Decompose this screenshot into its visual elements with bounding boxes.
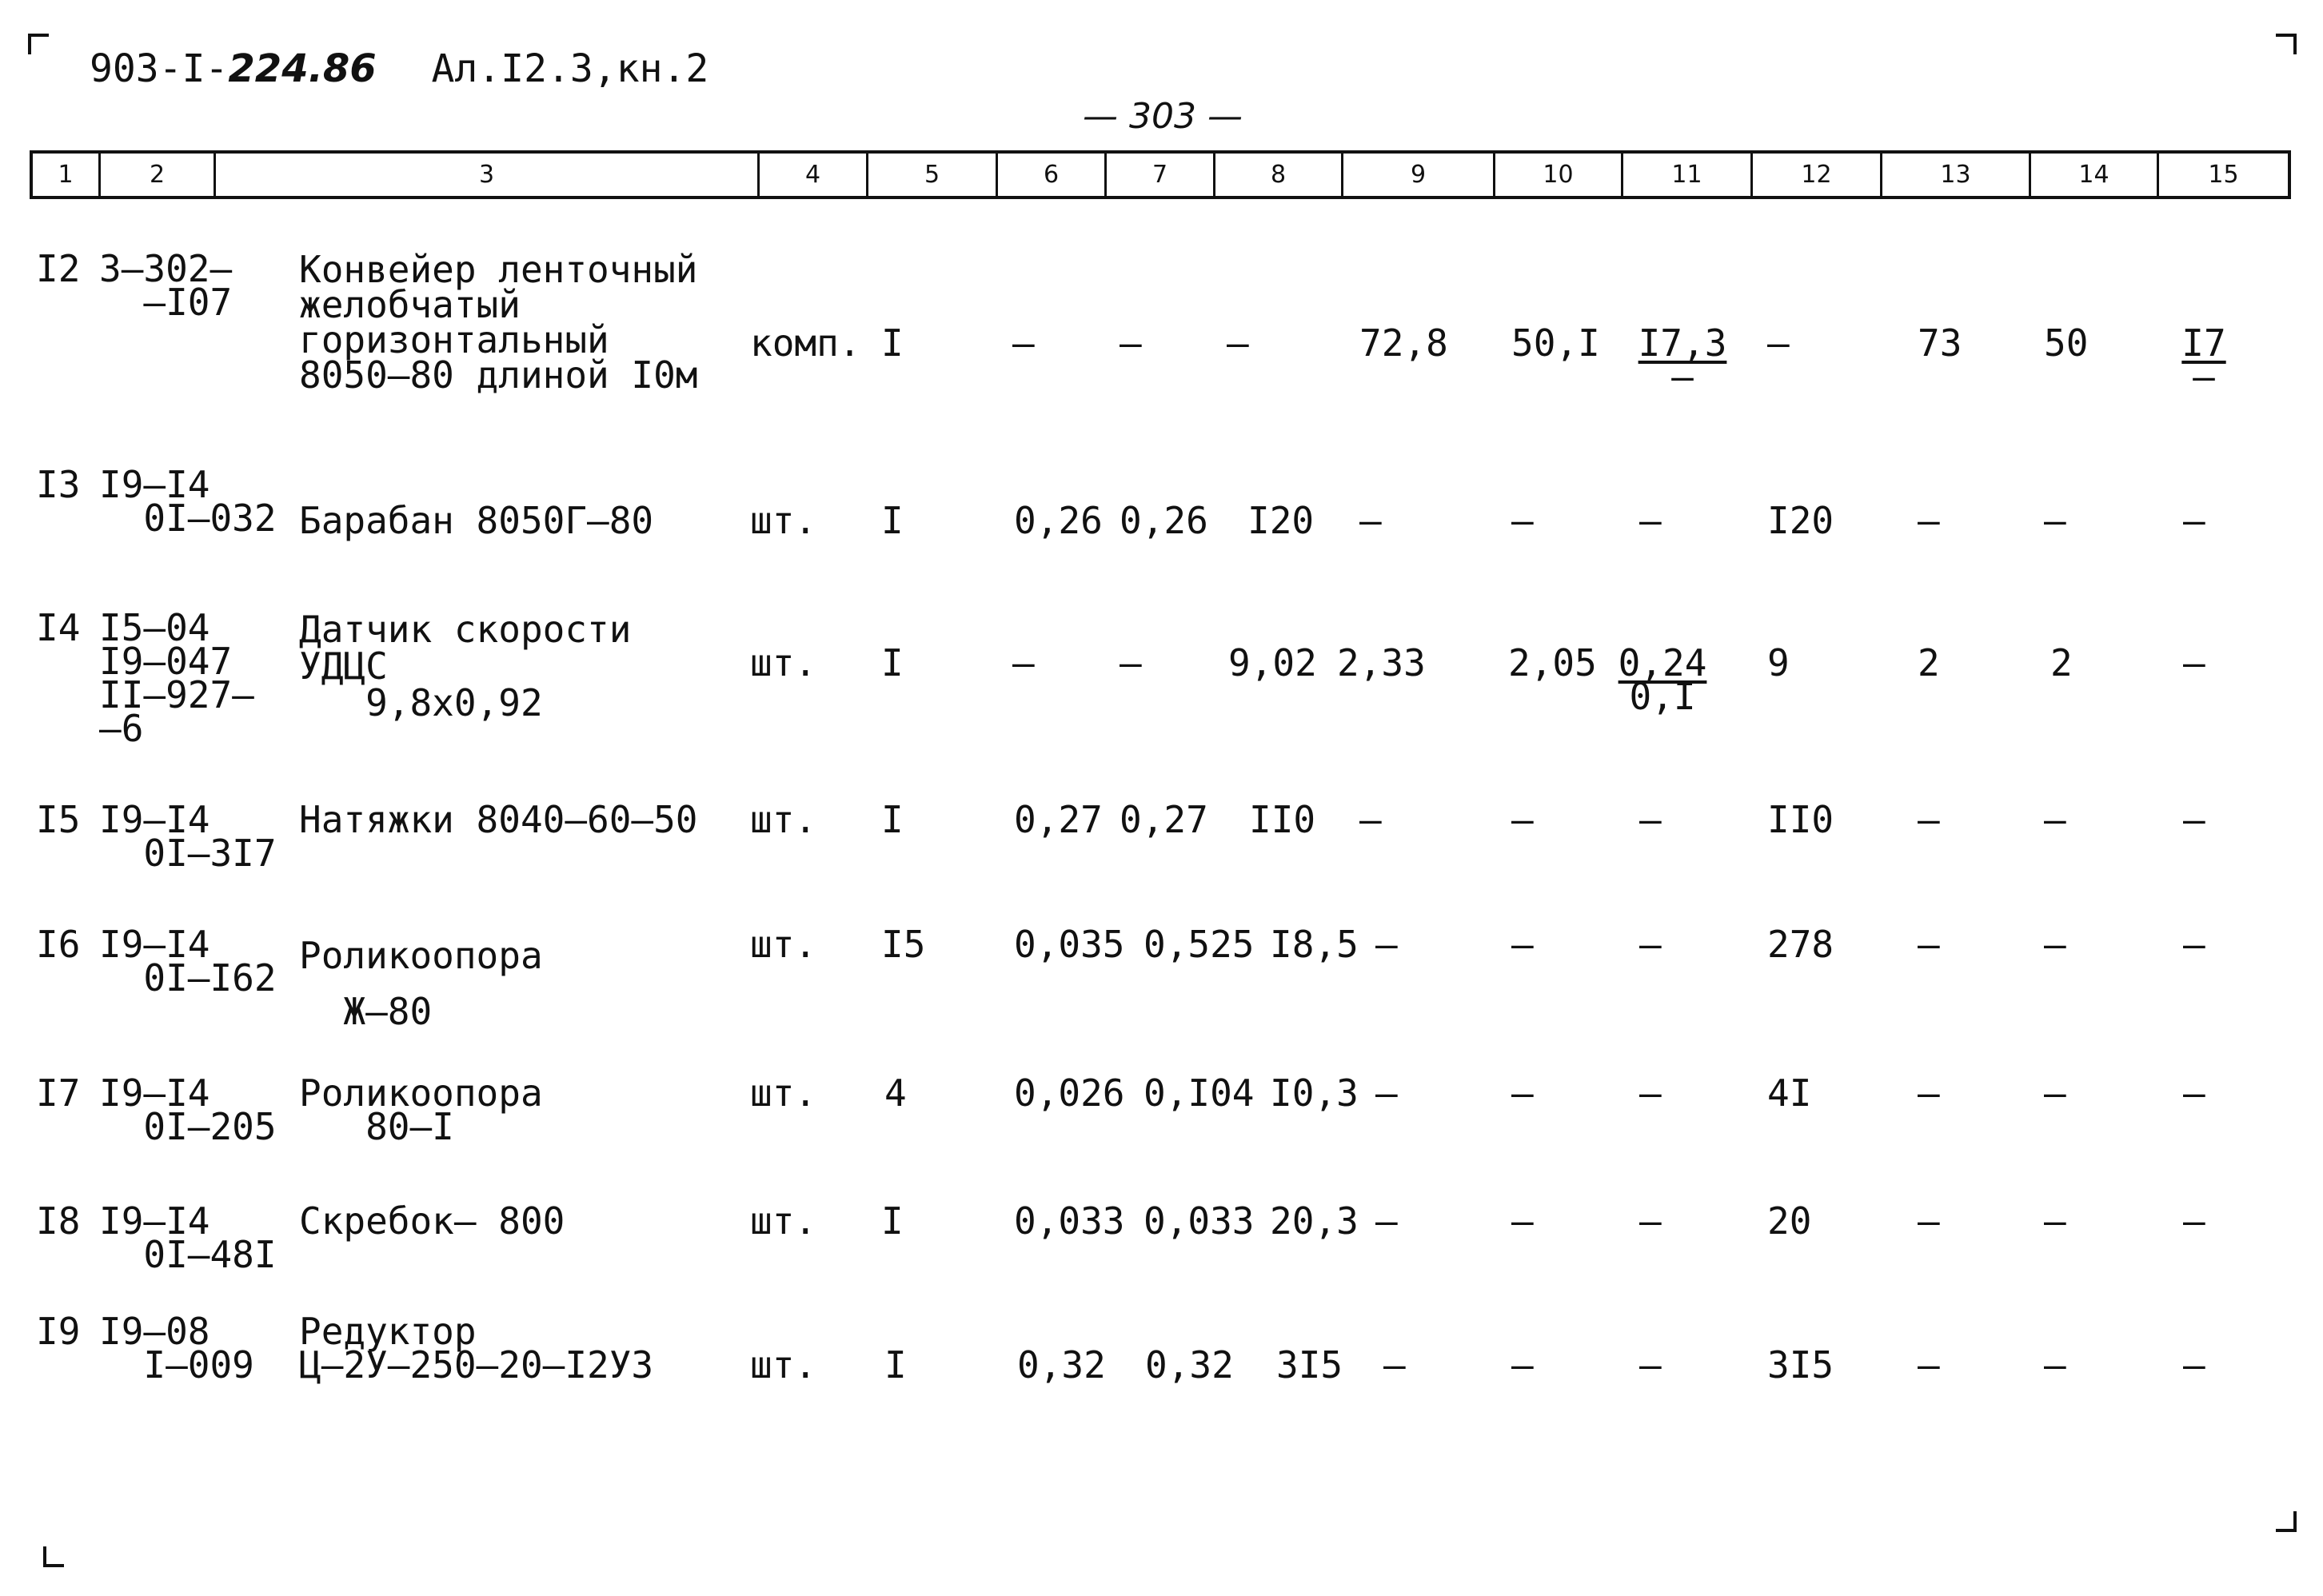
col-10-value: –	[1511, 798, 1534, 841]
col-15-value: –	[2183, 1343, 2205, 1387]
col-7-value: 0,32	[1145, 1343, 1234, 1387]
column-header-13: 13	[1880, 154, 2029, 196]
col-9-value: –	[1359, 798, 1382, 841]
column-header-10: 10	[1493, 154, 1621, 196]
column-header-8: 8	[1213, 154, 1341, 196]
col-9-value: –	[1359, 499, 1382, 542]
col-11-value: –	[1639, 499, 1662, 542]
col-15-value: –	[2183, 499, 2205, 542]
unit: комп.	[750, 321, 861, 365]
col-10-value: –	[1511, 1343, 1534, 1387]
col-9-value: –	[1375, 1071, 1398, 1115]
item-name: Датчик скорости УДЦС 9,8х0,92	[299, 608, 632, 724]
unit: шт.	[750, 923, 817, 966]
col-13-value: 2	[1918, 641, 1940, 684]
col-10-value: 50,I	[1511, 321, 1600, 365]
unit: шт.	[750, 641, 817, 684]
col-15-value: –	[2183, 923, 2205, 966]
col-15-value: –	[2183, 641, 2205, 684]
column-header-14: 14	[2029, 154, 2157, 196]
col-12-value: II0	[1767, 798, 1834, 841]
col-13-value: –	[1918, 923, 1940, 966]
col-11-value	[1634, 321, 1730, 398]
quantity: I	[881, 1199, 904, 1243]
col-10-value: –	[1511, 1199, 1534, 1243]
quantity: 4	[884, 1071, 907, 1115]
col-14-value: –	[2044, 1071, 2066, 1115]
col-9-value: –	[1383, 1343, 1406, 1387]
page-number: — 303 —	[1083, 96, 1243, 137]
col-7-value: 0,I04	[1144, 1071, 1255, 1115]
row-number: I6	[36, 923, 81, 966]
catalog-code: I9–I4 0I–3I7	[99, 798, 277, 875]
col-6-value: 0,32	[1017, 1343, 1106, 1387]
col-10-value: –	[1511, 1071, 1534, 1115]
unit: шт.	[750, 1199, 817, 1243]
item-name: Конвейер ленточный желобчатый горизонтальный 8050–80 длиной I0м	[299, 248, 698, 397]
col-8-value: II0	[1249, 798, 1316, 841]
col-12-value: 278	[1767, 923, 1834, 966]
document-code	[90, 46, 708, 91]
col-15-value	[2172, 321, 2236, 398]
col-7-value: –	[1120, 641, 1142, 684]
col-6-value: –	[1012, 641, 1035, 684]
col-14-value: –	[2044, 923, 2066, 966]
row-number: I7	[36, 1071, 81, 1115]
col-14-value: –	[2044, 499, 2066, 542]
catalog-code: I9–I4 0I–032	[99, 463, 277, 540]
column-header-11: 11	[1621, 154, 1750, 196]
col-14-value: 2	[2050, 641, 2073, 684]
catalog-code: I5–04 I9–047 II–927– –6	[99, 606, 254, 750]
column-header-5: 5	[866, 154, 996, 196]
col-7-value: –	[1120, 321, 1142, 365]
col-8-value: I20	[1247, 499, 1315, 542]
col-14-value: –	[2044, 1199, 2066, 1243]
col-8-value: I8,5	[1270, 923, 1359, 966]
item-name: Роликоопора 80–I	[299, 1071, 543, 1148]
col-15-numerator: I7	[2181, 321, 2226, 365]
col-6-value: 0,033	[1014, 1199, 1125, 1243]
col-8-value: I0,3	[1270, 1071, 1359, 1115]
col-6-value: 0,035	[1014, 923, 1125, 966]
col-15-value: –	[2183, 798, 2205, 841]
quantity: I	[881, 499, 904, 542]
col-10-value: –	[1511, 923, 1534, 966]
column-number-header	[30, 150, 2291, 199]
col-9-value: 2,33	[1337, 641, 1426, 684]
col-12-value: 4I	[1767, 1071, 1812, 1115]
col-7-value: 0,27	[1120, 798, 1208, 841]
col-10-value: 2,05	[1508, 641, 1597, 684]
item-name: Скребок– 800	[299, 1199, 565, 1243]
column-header-9: 9	[1341, 154, 1493, 196]
unit: шт.	[750, 1071, 817, 1115]
col-11-value: –	[1639, 1343, 1662, 1387]
row-number: I4	[36, 606, 81, 649]
col-12-value: –	[1767, 321, 1790, 365]
item-name: Редуктор Ц–2У–250–20–I2У3	[299, 1310, 654, 1387]
col-11-numerator: I7,3	[1638, 321, 1727, 365]
catalog-code: I9–I4 0I–I62	[99, 923, 277, 999]
column-header-2: 2	[98, 154, 214, 196]
corner-mark-bottom-right	[2276, 1511, 2297, 1532]
corner-mark-bottom-left	[43, 1546, 64, 1567]
row-number: I8	[36, 1199, 81, 1243]
col-15-value: –	[2183, 1071, 2205, 1115]
col-13-value: –	[1918, 499, 1940, 542]
col-13-value: –	[1918, 798, 1940, 841]
col-11-value: –	[1639, 923, 1662, 966]
col-12-value: 20	[1767, 1199, 1812, 1243]
col-13-value: –	[1918, 1343, 1940, 1387]
col-8-value: 3I5	[1276, 1343, 1343, 1387]
album-reference: Ал.I2.3,кн.2	[431, 46, 709, 91]
col-10-value: –	[1511, 499, 1534, 542]
quantity: I	[881, 798, 904, 841]
col-11-denominator: 0,I	[1629, 675, 1696, 718]
row-number: I9	[36, 1310, 81, 1353]
col-12-value: 3I5	[1767, 1343, 1834, 1387]
unit: шт.	[750, 798, 817, 841]
column-header-7: 7	[1104, 154, 1213, 196]
col-14-value: 50	[2044, 321, 2089, 365]
corner-mark-top-left	[28, 34, 49, 54]
quantity: I	[881, 321, 904, 365]
catalog-code: I9–08 I–009	[99, 1310, 254, 1387]
row-number: I5	[36, 798, 81, 841]
col-8-value: –	[1227, 321, 1249, 365]
row-number: I2	[36, 247, 81, 290]
col-9-value: –	[1375, 1199, 1398, 1243]
col-11-denominator: –	[1671, 355, 1694, 398]
item-name: Барабан 8050Г–80	[299, 499, 654, 542]
column-header-4: 4	[757, 154, 866, 196]
document-code-number: 224.86	[228, 46, 377, 91]
col-15-value: –	[2183, 1199, 2205, 1243]
col-11-value: –	[1639, 798, 1662, 841]
col-11-value: –	[1639, 1071, 1662, 1115]
quantity: I	[884, 1343, 907, 1387]
col-7-value: 0,033	[1144, 1199, 1255, 1243]
col-8-value: 20,3	[1270, 1199, 1359, 1243]
quantity: I5	[881, 923, 926, 966]
catalog-code: I9–I4 0I–48I	[99, 1199, 277, 1276]
catalog-code: 3–302– –I07	[99, 247, 233, 324]
col-9-value: –	[1375, 923, 1398, 966]
column-header-12: 12	[1750, 154, 1880, 196]
col-11-value	[1611, 641, 1714, 718]
col-9-value: 72,8	[1359, 321, 1448, 365]
quantity: I	[881, 641, 904, 684]
corner-mark-top-right	[2276, 34, 2297, 54]
unit: шт.	[750, 1343, 817, 1387]
catalog-code: I9–I4 0I–205	[99, 1071, 277, 1148]
column-header-6: 6	[996, 154, 1104, 196]
column-header-15: 15	[2157, 154, 2288, 196]
col-15-denominator: –	[2193, 355, 2215, 398]
col-7-value: 0,525	[1144, 923, 1255, 966]
col-7-value: 0,26	[1120, 499, 1208, 542]
col-13-value: 73	[1918, 321, 1962, 365]
item-name: Натяжки 8040–60–50	[299, 798, 698, 841]
col-13-value: –	[1918, 1199, 1940, 1243]
col-6-value: 0,026	[1014, 1071, 1125, 1115]
column-header-3: 3	[214, 154, 757, 196]
col-14-value: –	[2044, 1343, 2066, 1387]
col-13-value: –	[1918, 1071, 1940, 1115]
col-8-value: 9,02	[1228, 641, 1317, 684]
unit: шт.	[750, 499, 817, 542]
row-number: I3	[36, 463, 81, 506]
document-code-prefix: 903-I-	[90, 46, 229, 91]
col-6-value: 0,27	[1014, 798, 1103, 841]
col-12-value: I20	[1767, 499, 1834, 542]
column-header-1: 1	[58, 161, 74, 189]
col-6-value: 0,26	[1014, 499, 1103, 542]
item-name: Роликоопора Ж–80	[299, 934, 543, 1033]
col-11-numerator: 0,24	[1618, 641, 1707, 684]
col-14-value: –	[2044, 798, 2066, 841]
col-11-value: –	[1639, 1199, 1662, 1243]
col-12-value: 9	[1767, 641, 1790, 684]
col-6-value: –	[1012, 321, 1035, 365]
